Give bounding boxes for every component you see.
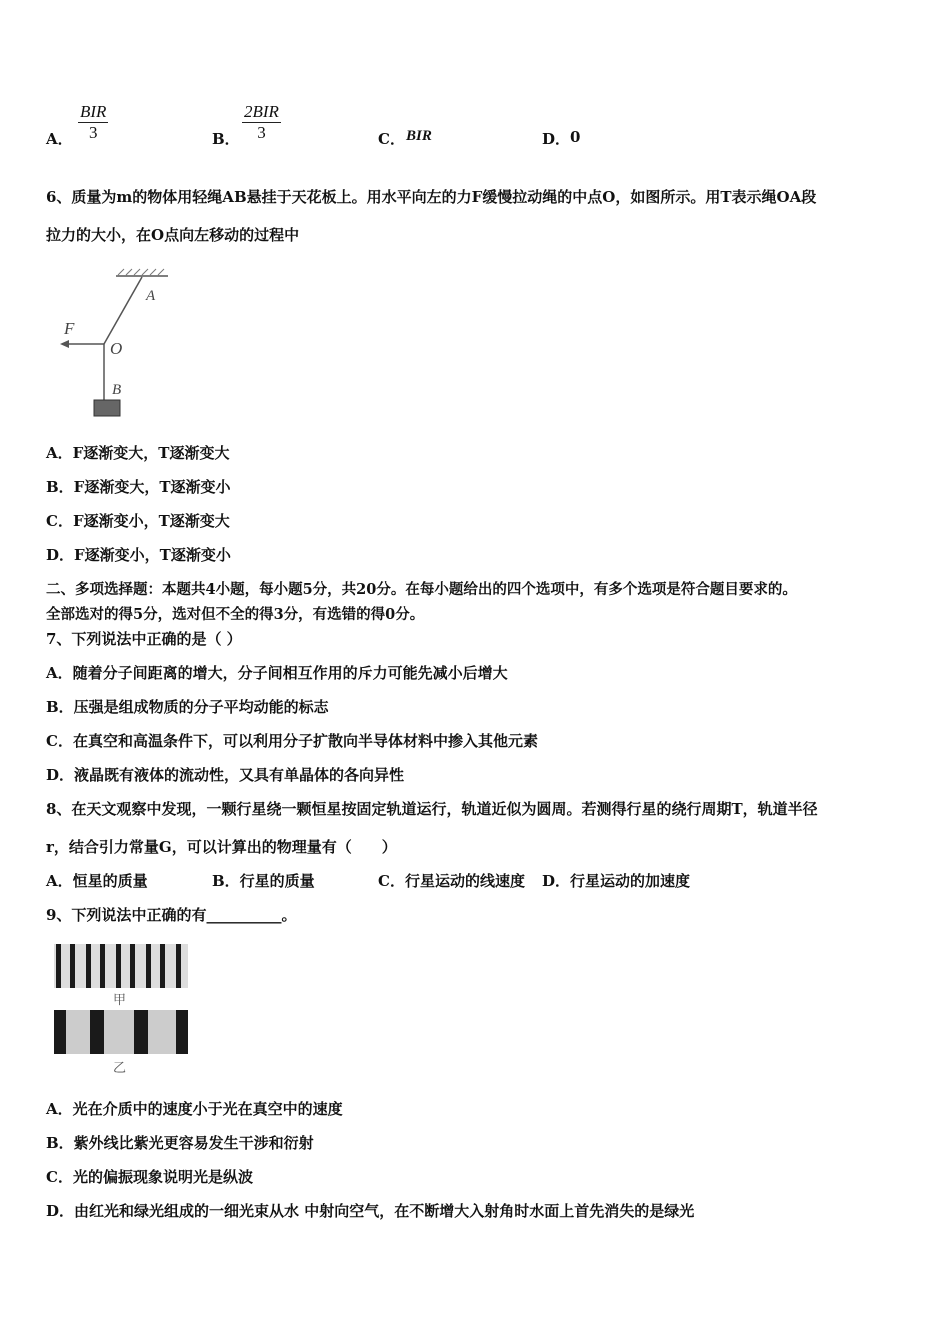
ceiling-hatching	[118, 269, 164, 275]
q9-figure	[50, 940, 192, 1080]
q8-option-a: A．恒星的质量	[46, 872, 148, 890]
q8-option-c: C．行星运动的线速度	[378, 872, 525, 890]
q9-option-c: C．光的偏振现象说明光是纵波	[46, 1168, 253, 1186]
q5-option-a-label: A．	[46, 130, 73, 148]
q5-option-a-numerator: BIR	[80, 102, 107, 121]
q6-figure	[54, 262, 184, 422]
label-b: B	[112, 382, 122, 398]
pattern-jia-fringes	[56, 944, 181, 988]
q6-stem-line2: 拉力的大小，在O点向左移动的过程中	[46, 226, 300, 244]
q9-stem: 9、下列说法中正确的有__________。	[46, 906, 297, 924]
q5-option-d-label: D．	[542, 130, 571, 148]
label-yi: 乙	[113, 1061, 127, 1076]
q6-option-a: A．F逐渐变大，T逐渐变大	[46, 444, 230, 462]
label-o: O	[110, 339, 123, 358]
q8-stem-line2: r，结合引力常量G，可以计算出的物理量有（ ）	[46, 838, 397, 856]
q5-option-a-denominator: 3	[88, 123, 98, 142]
q5-option-a-fraction	[78, 102, 108, 143]
q6-stem-line1: 6、质量为m的物体用轻绳AB悬挂于天花板上。用水平向左的力F缓慢拉动绳的中点O，如图所示。用T表示绳OA段	[46, 188, 817, 206]
q7-option-d: D．液晶既有液体的流动性，又具有单晶体的各向异性	[46, 766, 405, 784]
q5-option-c-label: C．	[378, 130, 405, 148]
label-a: A	[146, 288, 156, 304]
q6-option-c: C．F逐渐变小，T逐渐变大	[46, 512, 230, 530]
rope-oa	[104, 277, 142, 344]
label-f: F	[64, 319, 75, 338]
q5-option-d-text: 0	[570, 128, 581, 146]
pattern-yi-background	[54, 1010, 188, 1054]
q8-stem-line1: 8、在天文观察中发现，一颗行星绕一颗恒星按固定轨道运行，轨道近似为圆周。若测得行星的绕行周期T，轨道半径	[46, 800, 818, 818]
q8-option-b: B．行星的质量	[212, 872, 315, 890]
q6-option-b: B．F逐渐变大，T逐渐变小	[46, 478, 231, 496]
section2-header-line1: 二、多项选择题：本题共4小题，每小题5分，共20分。在每小题给出的四个选项中，有多个选项是符合题目要求的。	[46, 581, 797, 598]
q5-option-c-text: BIR	[406, 128, 432, 144]
q7-stem: 7、下列说法中正确的是（ ）	[46, 630, 242, 648]
label-jia: 甲	[113, 993, 127, 1008]
q5-option-b-denominator: 3	[257, 123, 266, 142]
q5-option-b-label: B．	[212, 130, 240, 148]
q7-option-c: C．在真空和高温条件下，可以利用分子扩散向半导体材料中掺入其他元素	[46, 732, 538, 750]
force-f-arrowhead	[60, 340, 69, 348]
q5-option-b-fraction	[242, 102, 281, 143]
section2-header-line2: 全部选对的得5分，选对但不全的得3分，有选错的得0分。	[46, 606, 425, 623]
q9-option-d: D．由红光和绿光组成的一细光束从水 中射向空气，在不断增大入射角时水面上首先消失的是绿光	[46, 1202, 695, 1220]
q8-option-d: D．行星运动的加速度	[542, 872, 691, 890]
q9-option-b: B．紫外线比紫光更容易发生干涉和衍射	[46, 1134, 314, 1152]
q7-option-b: B．压强是组成物质的分子平均动能的标志	[46, 698, 329, 716]
q9-option-a: A．光在介质中的速度小于光在真空中的速度	[46, 1100, 343, 1118]
q7-option-a: A．随着分子间距离的增大，分子间相互作用的斥力可能先减小后增大	[46, 664, 508, 682]
mass-block	[94, 400, 120, 416]
q5-option-b-numerator: 2BIR	[244, 102, 279, 121]
q6-option-d: D．F逐渐变小，T逐渐变小	[46, 546, 231, 564]
